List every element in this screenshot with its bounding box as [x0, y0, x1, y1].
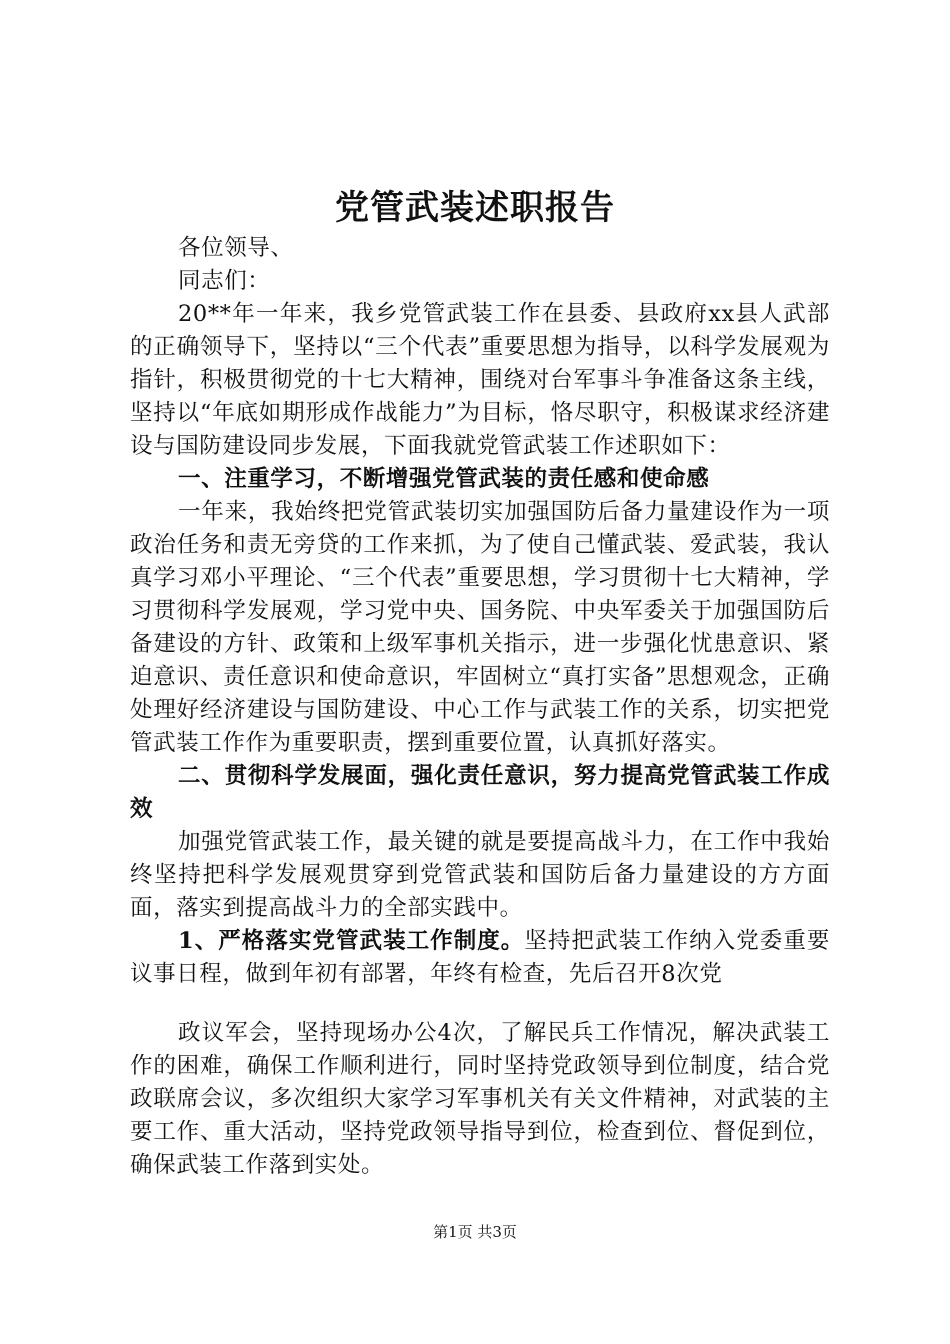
- salutation-comrades: 同志们：: [178, 268, 271, 294]
- section1-heading: 一、注重学习，不断增强党管武装的责任感和使命感: [178, 466, 710, 492]
- item1-continued-paragraph: 政议军会，坚持现场办公4次，了解民兵工作情况，解决武装工作的困难，确保工作顺利进行，同时坚持党政领导到位制度，结合党政联席会议，多次组织大家学习军事机关有关文件精神，对武装的主要工作、重大活动，坚持党政领导指导到位，检查到位、督促到位，确保武装工作落到实处。: [130, 1020, 830, 1178]
- salutation-leaders: 各位领导、: [178, 235, 294, 261]
- item1-text: 坚持把武装工作纳入党委重要议事日程，做到年初有部署，年终有检查，先后召开8次党: [130, 928, 830, 987]
- section2-paragraph: 加强党管武装工作，最关键的就是要提高战斗力，在工作中我始终坚持把科学发展观贯穿到党管武装和国防后备力量建设的方方面面，落实到提高战斗力的全部实践中。: [130, 829, 830, 921]
- section2-heading: 二、贯彻科学发展面，强化责任意识，努力提高党管武装工作成效: [130, 763, 830, 822]
- document-title: 党管武装述职报告: [335, 188, 615, 228]
- paragraph-gap: [130, 991, 830, 1017]
- document-body: [130, 232, 830, 1182]
- item1-lead: 1、严格落实党管武装工作制度。: [178, 928, 525, 954]
- page-footer: 第1页 共3页: [433, 1223, 517, 1241]
- item1-paragraph: [130, 925, 830, 991]
- intro-paragraph: 20**年一年来，我乡党管武装工作在县委、县政府xx县人武部的正确领导下，坚持以“三个代表”重要思想为指导，以科学发展观为指针，积极贯彻党的十七大精神，围绕对台军事斗争准备这条主线，坚持以“年底如期形成作战能力”为目标，恪尽职守，积极谋求经济建设与国防建设同步发展，下面我就党管武装工作述职如下：: [130, 301, 830, 459]
- section1-paragraph: 一年来，我始终把党管武装切实加强国防后备力量建设作为一项政治任务和责无旁贷的工作来抓，为了使自己懂武装、爱武装，我认真学习邓小平理论、“三个代表”重要思想，学习贯彻十七大精神，学习贯彻科学发展观，学习党中央、国务院、中央军委关于加强国防后备建设的方针、政策和上级军事机关指示，进一步强化忧患意识、紧迫意识、责任意识和使命意识，牢固树立“真打实备”思想观念，正确处理好经济建设与国防建设、中心工作与武装工作的关系，切实把党管武装工作作为重要职责，摆到重要位置，认真抓好落实。: [130, 499, 830, 756]
